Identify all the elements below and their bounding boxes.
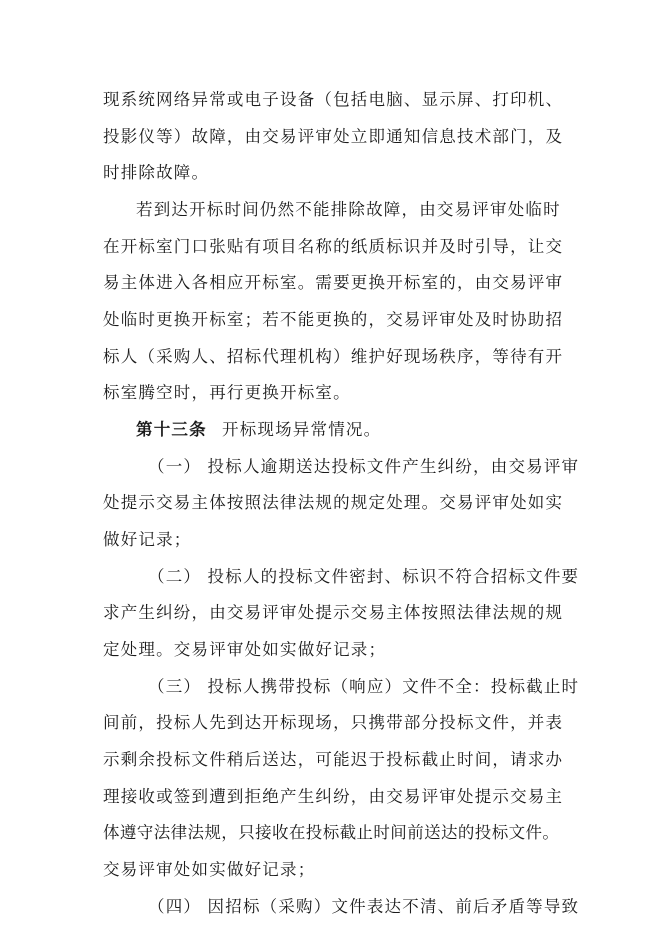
text-line: 交易评审处如实做好记录； — [103, 860, 316, 879]
text-line: 易主体进入各相应开标室。需要更换开标室的，由交易评审 — [103, 273, 564, 292]
text-line: 标人（采购人、招标代理机构）维护好现场秩序，等待有开 — [103, 347, 564, 366]
text-line: 在开标室门口张贴有项目名称的纸质标识并及时引导，让交 — [103, 237, 564, 256]
clause-1: （一） 投标人逾期送达投标文件产生纠纷，由交易评审 — [148, 457, 580, 476]
clause-3: （三） 投标人携带投标（响应）文件不全：投标截止时 — [148, 677, 580, 696]
paragraph-first-line: 若到达开标时间仍然不能排除故障，由交易评审处临时 — [136, 200, 561, 219]
text-line: 时排除故障。 — [103, 163, 210, 182]
text-line: 处临时更换开标室；若不能更换的，交易评审处及时协助招 — [103, 310, 564, 329]
article-heading: 第十三条 — [136, 420, 207, 439]
text-line: 做好记录； — [103, 530, 192, 549]
article-title: 开标现场异常情况。 — [222, 420, 382, 439]
text-line: 间前，投标人先到达开标现场，只携带部分投标文件，并表 — [103, 713, 564, 732]
clause-4: （四） 因招标（采购）文件表达不清、前后矛盾等导致 — [148, 897, 580, 916]
text-line: 定处理。交易评审处如实做好记录； — [103, 640, 387, 659]
text-line: 标室腾空时，再行更换开标室。 — [103, 383, 351, 402]
text-line: 求产生纠纷，由交易评审处提示交易主体按照法律法规的规 — [103, 603, 564, 622]
clause-2: （二） 投标人的投标文件密封、标识不符合招标文件要 — [148, 567, 580, 586]
text-line: 现系统网络异常或电子设备（包括电脑、显示屏、打印机、 — [103, 90, 564, 109]
text-line: 投影仪等）故障，由交易评审处立即通知信息技术部门，及 — [103, 127, 564, 146]
text-line: 处提示交易主体按照法律法规的规定处理。交易评审处如实 — [103, 493, 564, 512]
text-line: 体遵守法律法规，只接收在投标截止时间前送达的投标文件。 — [103, 823, 560, 842]
text-line: 理接收或签到遭到拒绝产生纠纷，由交易评审处提示交易主 — [103, 787, 564, 806]
text-line: 示剩余投标文件稍后送达，可能迟于投标截止时间，请求办 — [103, 750, 564, 769]
